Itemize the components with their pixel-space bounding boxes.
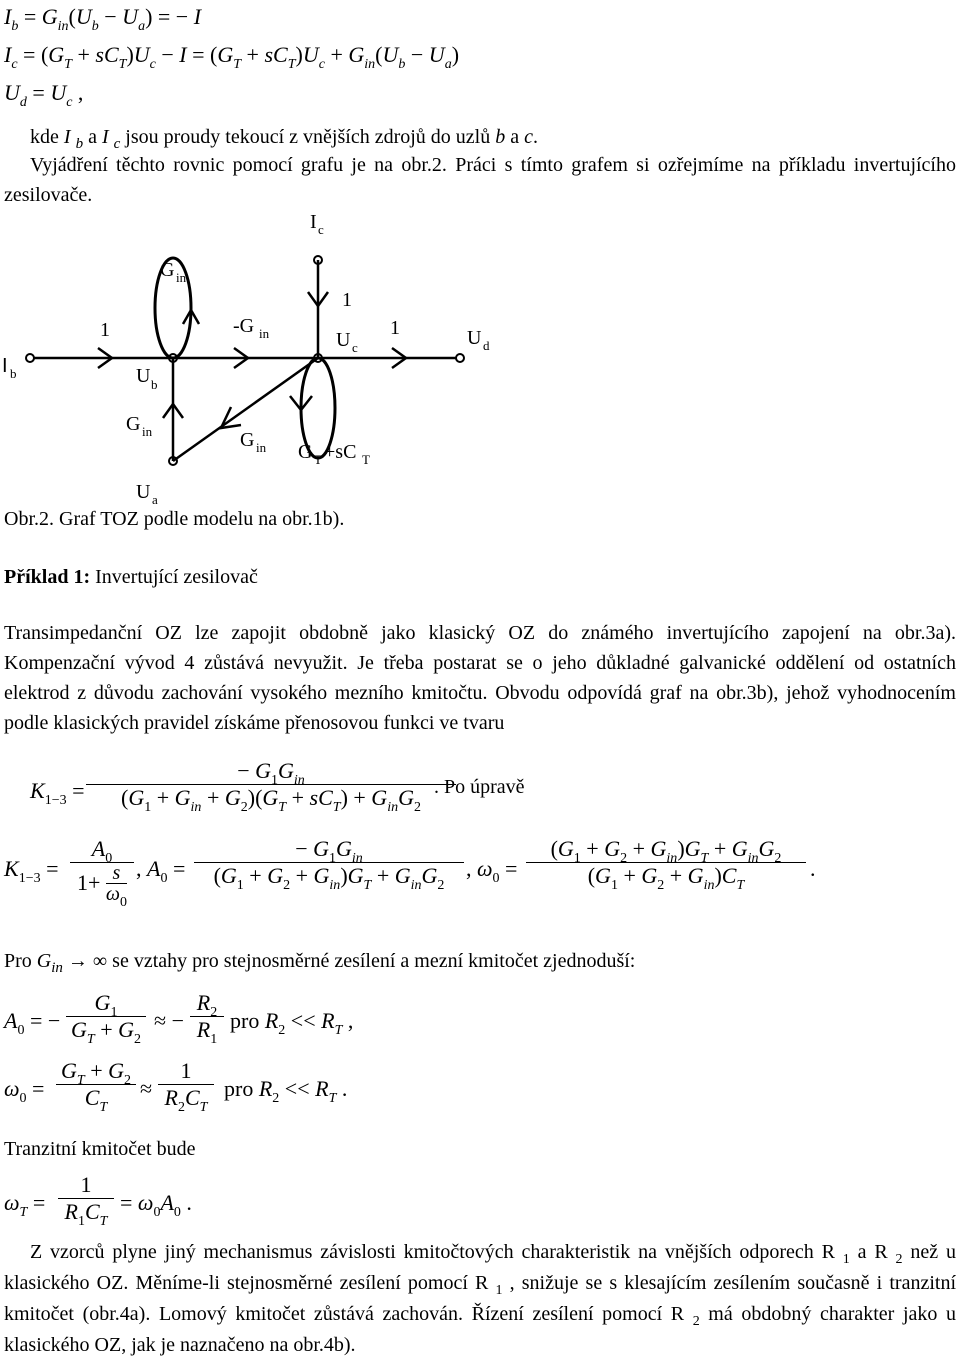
svg-text:d: d <box>483 338 490 353</box>
label-ib: I <box>2 355 8 377</box>
sources-line: kde I $_b$ a I $_c$ jsou proudy tekoucí z vnějších zdrojů do uzlů b a c. <box>30 126 538 152</box>
svg-text:in: in <box>176 270 187 285</box>
svg-text:in: in <box>259 326 270 341</box>
paragraph-1: Transimpedanční OZ lze zapojit obdobně jako klasický OZ do známého invertujícího zapojení na obr.3a). Kompenzační vývod 4 zůstává nevyužit. Je třeba postarat se o jeho důkladné galvanické oddělení od ostatních elektrod z důvodu zachování vysokého mezního kmitočtu. Obvodu odpovídá graf na obr.3b), jehož vyhodnocením podle klasických pravidel získáme přenosovou funkci ve tvaru <box>4 622 956 734</box>
label-ic: I <box>310 211 317 233</box>
a0-limit-formula: $A_0$ = − $G_1$ $G_T + G_2$ ≈ − $R_2$ $R_1$ pro $R_2 << R_T$ , <box>4 990 354 1047</box>
label-ud: U <box>467 327 482 349</box>
label-ua: U <box>136 481 151 503</box>
label-uc: U <box>336 329 351 351</box>
svg-text:in: in <box>256 440 267 455</box>
wt-formula: $\omega_T$ = 1 $R_1C_T$ = $\omega_0A_0$ . <box>4 1172 192 1229</box>
after-k-text: . Po úpravě <box>434 776 525 798</box>
equation-line-2: $I_c = (G_T + sC_T)U_c - I = (G_T + sC_T)U_c + G_{in}(U_b - U_a)$ <box>4 42 460 72</box>
svg-text:c: c <box>318 222 324 237</box>
node-ud <box>456 354 464 362</box>
example-heading-rest: Invertující zesilovač <box>90 566 258 588</box>
label-minus-gin: -G <box>233 315 255 337</box>
label-ub: U <box>136 365 151 387</box>
svg-text:b: b <box>10 366 17 381</box>
tranzit-heading: Tranzitní kmitočet bude <box>4 1138 196 1160</box>
label-one-a: 1 <box>100 319 110 341</box>
svg-text:a: a <box>152 492 158 507</box>
label-one-b: 1 <box>342 289 352 311</box>
paragraph-2: Z vzorců plyne jiný mechanismus závislosti kmitočtových charakteristik na vnějších odporech R $_1$ a R $_2$ než u klasického OZ. Měníme-li stejnosměrné zesílení pomocí R $_1$ , snižuje se s klesajícím zesílením současně i tranzitní kmitočet (obr.4a). Lomový kmitočet zůstává zachován. Řízení zesílení pomocí R $_2$ má obdobný charakter jako u klasického OZ, jak je naznačeno na obr.4b). <box>4 1241 956 1356</box>
label-gt-sct: G <box>298 441 313 463</box>
equation-line-3: $U_d = U_c$ , <box>4 80 84 110</box>
svg-text:b: b <box>151 377 158 392</box>
k13-formula-b: $K_{1-3}$ = $A_0$ 1+ $\frac{s}{\omega_0}$ , $A_0$ = − $G_1G_{in}$ $(G_1 + G_2 + G_{in})G_T + G_{in}G_2$ , $\omega_0$ = $(G_1 + G_2 + G_{in})G_T + G_{in}G_2$ $(G_1 + G_2 + G_{in})C_T$ . <box>4 836 816 910</box>
label-one-c: 1 <box>390 317 400 339</box>
svg-text:T: T <box>362 452 370 467</box>
svg-text:+sC: +sC <box>324 441 357 463</box>
graph-intro: Vyjádření těchto rovnic pomocí grafu je na obr.2. Práci s tímto grafem si ozřejmíme na příkladu invertujícího zesilovače. <box>4 154 956 206</box>
figure-caption: Obr.2. Graf TOZ podle modelu na obr.1b). <box>4 508 345 530</box>
pro-label-2: pro <box>224 1076 254 1101</box>
w0-limit-formula: $\omega_0$ = $G_T + G_2$ $C_T$ ≈ 1 $R_2C_T$ pro $R_2 << R_T$ . <box>4 1058 348 1115</box>
svg-text:T: T <box>314 452 322 467</box>
label-gin-loop: G <box>160 259 175 281</box>
svg-text:in: in <box>142 424 153 439</box>
svg-text:c: c <box>352 340 358 355</box>
node-ib <box>26 354 34 362</box>
example-heading <box>4 564 258 590</box>
label-gin-diag: G <box>240 429 255 451</box>
equation-line-1: $I_b = G_{in}(U_b - U_a)$ = − I <box>4 4 202 34</box>
pro-gin-line: Pro $G_{in}$ → ∞ se vztahy pro stejnosměrné zesílení a mezní kmitočet zjednoduší: <box>4 950 636 976</box>
label-gin-bottom: G <box>126 413 141 435</box>
pro-label-1: pro <box>230 1008 260 1033</box>
example-heading-bold: Příklad 1: <box>4 566 91 588</box>
signal-flow-graph <box>0 196 960 526</box>
